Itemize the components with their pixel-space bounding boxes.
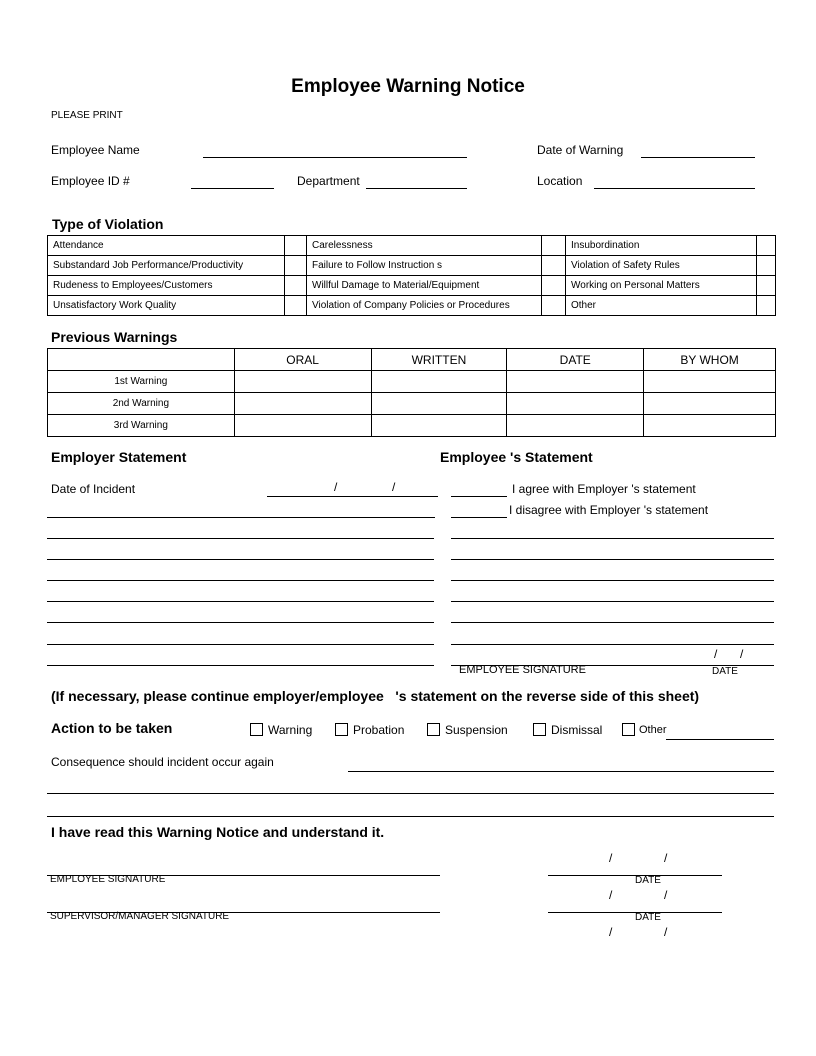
date-slash-1: / (334, 480, 338, 494)
employer-statement-line[interactable] (47, 517, 435, 518)
consequence-line[interactable] (47, 816, 774, 817)
warning-entry-cell[interactable] (371, 415, 507, 437)
supervisor-date-label: DATE (635, 912, 661, 923)
violation-row (48, 296, 776, 316)
warning-row-label: 3rd Warning (48, 415, 235, 437)
employer-statement-line[interactable] (47, 665, 434, 666)
probation-option-label: Probation (353, 723, 405, 737)
header-blank-cell (48, 349, 235, 371)
agree-check-line[interactable] (451, 496, 507, 497)
sup-date-slash-2: / (664, 888, 668, 902)
violation-checkbox[interactable] (285, 296, 307, 316)
extra-date-slash-2: / (664, 925, 668, 939)
other-option-label: Other (639, 724, 667, 736)
location-label: Location (537, 174, 583, 188)
violation-checkbox[interactable] (542, 236, 566, 256)
table-row (48, 371, 776, 393)
table-row (48, 415, 776, 437)
column-header: ORAL (234, 349, 371, 371)
date-of-incident-label: Date of Incident (51, 482, 136, 496)
disagree-label: I disagree with Employer 's statement (509, 503, 709, 517)
continue-note: (If necessary, please continue employer/employee 's statement on the reverse side of this sheet) (51, 688, 700, 704)
employee-statement-heading: Employee 's Statement (440, 449, 593, 465)
disagree-check-line[interactable] (451, 517, 507, 518)
date-of-incident-field[interactable] (267, 496, 438, 497)
sig-date-slash-1: / (714, 647, 718, 661)
violation-checkbox[interactable] (757, 296, 776, 316)
violation-label: Working on Personal Matters (566, 276, 757, 296)
suspension-checkbox[interactable] (427, 723, 440, 736)
acknowledge-statement: I have read this Warning Notice and understand it. (51, 824, 385, 840)
employer-statement-line[interactable] (47, 622, 434, 623)
violation-checkbox[interactable] (542, 256, 566, 276)
violation-checkbox[interactable] (757, 236, 776, 256)
previous-warnings-header-row (48, 349, 776, 371)
violation-label: Rudeness to Employees/Customers (48, 276, 285, 296)
previous-warnings-heading: Previous Warnings (51, 329, 178, 345)
warning-entry-cell[interactable] (507, 393, 644, 415)
employee-statement-line[interactable] (451, 601, 774, 602)
dismissal-option-label: Dismissal (551, 723, 603, 737)
violation-row (48, 276, 776, 296)
column-header: DATE (507, 349, 644, 371)
violation-row (48, 256, 776, 276)
violation-checkbox[interactable] (757, 256, 776, 276)
warning-row-label: 1st Warning (48, 371, 235, 393)
violation-table (47, 235, 776, 316)
employer-statement-line[interactable] (47, 538, 434, 539)
sig-date-slash-2: / (740, 647, 744, 661)
date-slash-2: / (392, 480, 396, 494)
warning-entry-cell[interactable] (507, 415, 644, 437)
employee-statement-line[interactable] (451, 644, 774, 645)
employee-id-field[interactable] (191, 188, 274, 189)
violation-label: Willful Damage to Material/Equipment (307, 276, 542, 296)
consequence-field[interactable] (348, 771, 774, 772)
violation-label: Substandard Job Performance/Productivity (48, 256, 285, 276)
probation-checkbox[interactable] (335, 723, 348, 736)
employee-signature-date-label: DATE (712, 666, 738, 677)
warning-entry-cell[interactable] (371, 371, 507, 393)
date-of-warning-label: Date of Warning (537, 143, 624, 157)
violation-label: Attendance (48, 236, 285, 256)
warning-entry-cell[interactable] (644, 415, 776, 437)
employee-statement-line[interactable] (451, 559, 774, 560)
ack-date-slash-2: / (664, 851, 668, 865)
page-title: Employee Warning Notice (291, 76, 525, 97)
extra-date-slash-1: / (609, 925, 613, 939)
consequence-line[interactable] (47, 793, 774, 794)
previous-warnings-table (47, 348, 776, 437)
violation-heading: Type of Violation (52, 216, 164, 232)
warning-checkbox[interactable] (250, 723, 263, 736)
employer-statement-heading: Employer Statement (51, 449, 187, 465)
violation-label: Carelessness (307, 236, 542, 256)
employee-id-label: Employee ID # (51, 174, 130, 188)
employer-statement-line[interactable] (47, 580, 434, 581)
warning-entry-cell[interactable] (234, 371, 371, 393)
location-field[interactable] (594, 188, 755, 189)
violation-checkbox[interactable] (285, 256, 307, 276)
employee-name-label: Employee Name (51, 143, 140, 157)
other-checkbox[interactable] (622, 723, 635, 736)
department-label: Department (297, 174, 360, 188)
column-header: BY WHOM (644, 349, 776, 371)
warning-entry-cell[interactable] (371, 393, 507, 415)
warning-entry-cell[interactable] (644, 393, 776, 415)
employee-statement-line[interactable] (451, 538, 774, 539)
consequence-label: Consequence should incident occur again (51, 755, 274, 769)
action-heading: Action to be taken (51, 720, 173, 736)
warning-entry-cell[interactable] (644, 371, 776, 393)
suspension-option-label: Suspension (445, 723, 508, 737)
violation-label: Violation of Company Policies or Procedures (307, 296, 542, 316)
employee-name-field[interactable] (203, 157, 467, 158)
ack-date-slash-1: / (609, 851, 613, 865)
agree-label: I agree with Employer 's statement (512, 482, 696, 496)
violation-label: Violation of Safety Rules (566, 256, 757, 276)
violation-label: Other (566, 296, 757, 316)
employee-ack-signature-label: EMPLOYEE SIGNATURE (50, 874, 166, 885)
other-action-field[interactable] (666, 739, 774, 740)
employer-statement-line[interactable] (47, 644, 434, 645)
warning-row-label: 2nd Warning (48, 393, 235, 415)
violation-checkbox[interactable] (757, 276, 776, 296)
violation-label: Insubordination (566, 236, 757, 256)
dismissal-checkbox[interactable] (533, 723, 546, 736)
table-row (48, 393, 776, 415)
violation-checkbox[interactable] (542, 296, 566, 316)
warning-entry-cell[interactable] (234, 415, 371, 437)
sup-date-slash-1: / (609, 888, 613, 902)
warning-entry-cell[interactable] (507, 371, 644, 393)
violation-label: Unsatisfactory Work Quality (48, 296, 285, 316)
violation-row (48, 236, 776, 256)
department-field[interactable] (366, 188, 467, 189)
violation-label: Failure to Follow Instruction s (307, 256, 542, 276)
employee-ack-date-label: DATE (635, 875, 661, 886)
employer-statement-line[interactable] (47, 601, 434, 602)
please-print-note: PLEASE PRINT (51, 110, 123, 121)
employee-signature-label: EMPLOYEE SIGNATURE (459, 664, 586, 676)
employer-statement-line[interactable] (47, 559, 434, 560)
date-of-warning-field[interactable] (641, 157, 755, 158)
violation-checkbox[interactable] (542, 276, 566, 296)
employee-statement-line[interactable] (451, 580, 774, 581)
warning-option-label: Warning (268, 723, 313, 737)
column-header: WRITTEN (371, 349, 507, 371)
violation-checkbox[interactable] (285, 236, 307, 256)
violation-checkbox[interactable] (285, 276, 307, 296)
employee-statement-line[interactable] (451, 622, 774, 623)
supervisor-signature-label: SUPERVISOR/MANAGER SIGNATURE (50, 911, 230, 922)
warning-entry-cell[interactable] (234, 393, 371, 415)
